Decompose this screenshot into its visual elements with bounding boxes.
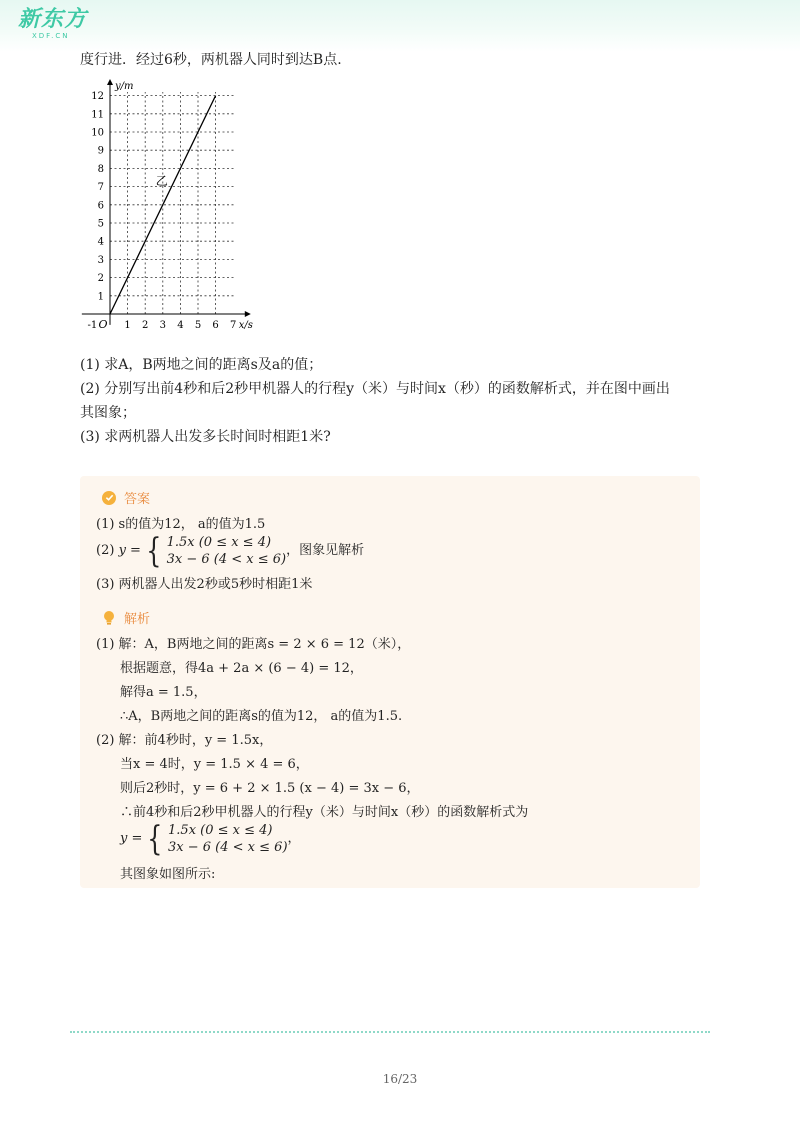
x-tick-label: -1 (87, 320, 98, 331)
answer-1: (1) s的值为12， a的值为1.5 (96, 517, 266, 532)
brace-glyph: { (147, 819, 163, 859)
x-tick-label: 4 (177, 320, 184, 331)
question-1: (1) 求A，B两地之间的距离s及a的值； (80, 357, 323, 373)
y-tick-label: 12 (91, 91, 104, 103)
question-2-line-1: (2) 分别写出前4秒和后2秒甲机器人的行程y（米）与时间x（秒）的函数解析式，并在图中画出 (80, 381, 670, 397)
answer-2-suffix: ，图象见解析 (286, 543, 365, 558)
y-tick-label: 6 (97, 200, 104, 212)
analysis-2-line-6: 其图象如图所示: (120, 867, 216, 882)
answer-panel (80, 476, 700, 888)
answer-2-cases (167, 534, 287, 568)
analysis-2-cases (168, 822, 288, 856)
y-axis-label: y/m (115, 81, 134, 93)
analysis-2-formula (120, 819, 301, 859)
analysis-2-line-2: 当x = 4时，y = 1.5 × 4 = 6， (120, 757, 309, 772)
x-axis-label: x/s (238, 320, 253, 331)
y-tick-label: 4 (97, 236, 104, 248)
question-2-line-2: 其图象； (80, 405, 136, 421)
analysis-heading (102, 608, 150, 627)
x-tick-label: 6 (212, 320, 219, 331)
header-band (0, 0, 800, 52)
analysis-2-line-3: 则后2秒时，y = 6 + 2 × 1.5 (x − 4) = 3x − 6， (120, 781, 420, 796)
answer-3: (3) 两机器人出发2秒或5秒时相距1米 (96, 577, 313, 592)
analysis-2-y: y = (120, 831, 143, 846)
y-tick-label: 1 (97, 291, 104, 303)
footer-divider (70, 1031, 710, 1033)
series-label: 乙 (155, 173, 168, 188)
analysis-1-line-2: 根据题意，得4a + 2a × (6 − 4) = 12， (120, 661, 363, 676)
x-tick-label: 3 (159, 320, 166, 331)
answer-heading (102, 488, 150, 507)
analysis-2-case-1: 1.5x (0 ≤ x ≤ 4) (168, 823, 273, 838)
y-tick-label: 7 (97, 182, 104, 194)
x-tick-label: 1 (124, 320, 131, 331)
answer-title: 答案 (124, 492, 151, 507)
x-axis-arrow (245, 311, 251, 317)
answer-2-prefix: (2) (96, 543, 115, 558)
answer-2-case-1: 1.5x (0 ≤ x ≤ 4) (166, 535, 272, 550)
analysis-2-suffix: ， (287, 831, 301, 846)
y-tick-label: 2 (97, 273, 104, 285)
x-tick-label: 7 (230, 320, 237, 331)
y-tick-label: 5 (97, 218, 104, 230)
logo-subtext: XDF.CN (32, 32, 70, 40)
check-icon (102, 491, 116, 505)
line-chart (78, 72, 268, 334)
analysis-2-line-1: (2) 解：前4秒时，y = 1.5x， (96, 733, 273, 748)
logo-text: 新东方 (18, 7, 88, 32)
analysis-1-line-4: ∴A，B两地之间的距离s的值为12， a的值为1.5. (120, 709, 403, 724)
question-intro: 度行进．经过6秒，两机器人同时到达B点. (80, 52, 342, 68)
answer-2-y: y = (118, 543, 141, 558)
y-tick-label: 11 (91, 109, 104, 121)
answer-2-case-2: 3x − 6 (4 < x ≤ 6) (166, 552, 287, 567)
analysis-1-line-1: (1) 解：A，B两地之间的距离s = 2 × 6 = 12（米）， (96, 637, 411, 652)
answer-2 (96, 531, 365, 571)
y-tick-label: 3 (97, 254, 104, 266)
analysis-2-case-2: 3x − 6 (4 < x ≤ 6) (168, 840, 288, 855)
origin-label: O (98, 318, 108, 331)
brace-glyph: { (146, 531, 162, 571)
question-3: (3) 求两机器人出发多长时间时相距1米? (80, 429, 331, 445)
x-tick-label: 5 (194, 320, 202, 331)
y-tick-label: 9 (97, 145, 104, 157)
lightbulb-icon (102, 610, 116, 626)
page-number: 16/23 (382, 1072, 418, 1086)
brand-logo (18, 8, 87, 40)
analysis-title: 解析 (124, 612, 151, 627)
y-tick-label: 10 (91, 127, 104, 139)
analysis-2-line-4: ∴前4秒和后2秒甲机器人的行程y（米）与时间x（秒）的函数解析式为 (120, 805, 529, 820)
analysis-1-line-3: 解得a = 1.5， (120, 685, 207, 700)
x-tick-label: 2 (142, 320, 149, 331)
y-axis-arrow (107, 79, 113, 85)
y-tick-label: 8 (97, 163, 104, 175)
